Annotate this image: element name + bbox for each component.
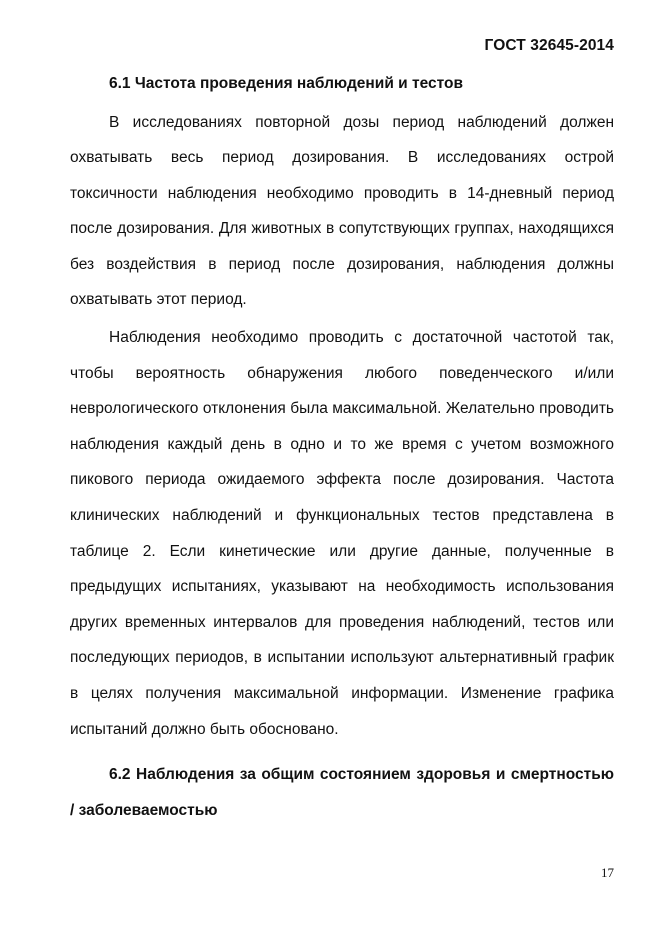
document-code: ГОСТ 32645-2014	[484, 37, 614, 54]
section-6-1-paragraph-1: В исследованиях повторной дозы период наблюдений должен охватывать весь период дозирования. В исследованиях острой токсичности наблюдения необходимо проводить в 14-дневный период после дозирования. Для животных в сопутствующих группах, находящихся без воздействия в период после дозирования, наблюдения должны охватывать этот период.	[70, 113, 614, 309]
section-6-2-title: 6.2 Наблюдения за общим состоянием здоровья и смертностью / заболеваемостью	[70, 766, 614, 819]
page-content	[70, 66, 614, 831]
section-6-1-paragraph-2: Наблюдения необходимо проводить с достаточной частотой так, чтобы вероятность обнаружения любого поведенческого и/или неврологического отклонения была максимальной. Желательно проводить наблюдения каждый день в одно и то же время с учетом возможного пикового периода ожидаемого эффекта после дозирования. Частота клинических наблюдений и функциональных тестов представлена в таблице 2. Если кинетические или другие данные, полученные в предыдущих испытаниях, указывают на необходимость использования других временных интервалов для проведения наблюдений, тестов или последующих периодов, в испытании используют альтернативный график в целях получения максимальной информации. Изменение графика испытаний должно быть обосновано.	[70, 329, 614, 738]
page-number: 17	[601, 865, 614, 880]
section-6-1-title: 6.1 Частота проведения наблюдений и тестов	[109, 75, 463, 92]
